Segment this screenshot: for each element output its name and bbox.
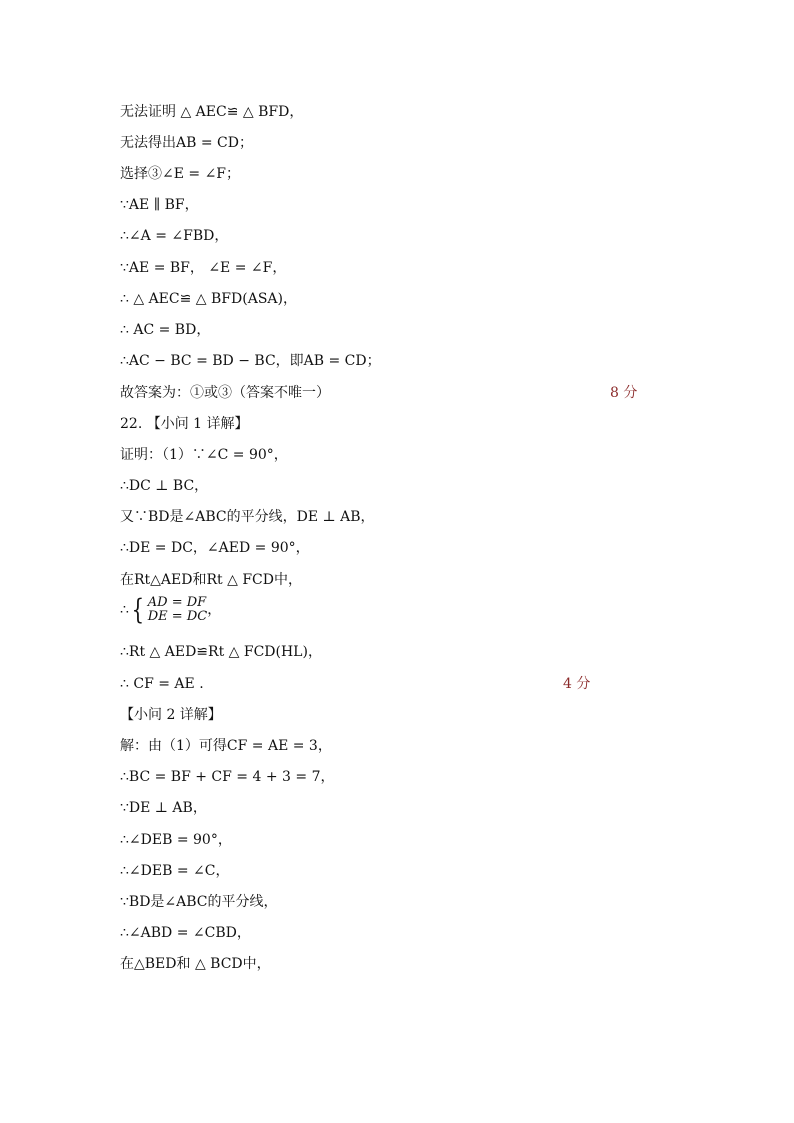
text-line: 无法得出AB = CD；	[120, 135, 253, 151]
text-line: 选择③∠E = ∠F；	[120, 166, 241, 182]
text-line: ∴DE = DC，∠AED = 90°，	[120, 540, 310, 556]
text-line: ∴∠DEB = ∠C，	[120, 863, 230, 879]
text-line: ∴DC ⊥ BC，	[120, 478, 209, 494]
section-heading-2: 【小问 2 详解】	[120, 707, 222, 723]
text-line: ∴∠ABD = ∠CBD，	[120, 925, 251, 941]
system-prefix: ∴	[120, 602, 129, 618]
equation-system	[120, 593, 222, 630]
text-line: 在△BED和 △ BCD中，	[120, 956, 271, 972]
system-rows	[148, 596, 207, 624]
system-group	[120, 593, 222, 626]
text-line: 解：由（1）可得CF = AE = 3，	[120, 738, 332, 754]
text-line: ∴AC − BC = BD − BC，即AB = CD；	[120, 353, 381, 369]
text-line: ∴∠A = ∠FBD，	[120, 228, 229, 244]
text-line: 又∵BD是∠ABC的平分线，DE ⊥ AB，	[120, 509, 375, 525]
system-row-1: AD = DF	[147, 595, 207, 610]
score-label-2: 4 分	[563, 676, 591, 692]
text-line: ∴ AC = BD，	[120, 322, 211, 338]
text-line: 证明：（1）∵∠C = 90°，	[120, 447, 288, 463]
text-line: ∴∠DEB = 90°，	[120, 832, 232, 848]
text-line: 故答案为：①或③（答案不唯一）	[120, 385, 330, 401]
text-line: ∵DE ⊥ AB，	[120, 800, 207, 816]
system-suffix: ，	[207, 602, 222, 618]
section-heading-1: 22. 【小问 1 详解】	[120, 416, 249, 432]
text-line: ∵AE ∥ BF，	[120, 197, 199, 213]
text-line: ∴BC = BF + CF = 4 + 3 = 7，	[120, 769, 335, 785]
system-row-2: DE = DC	[147, 609, 208, 624]
text-line: 在Rt△AED和Rt △ FCD中，	[120, 572, 302, 588]
text-line: ∵BD是∠ABC的平分线，	[120, 894, 278, 910]
text-line: ∴ △ AEC≌ △ BFD(ASA)，	[120, 291, 297, 307]
text-line: ∴ CF = AE .	[120, 676, 204, 692]
score-label-1: 8 分	[610, 385, 638, 401]
text-line: 无法证明 △ AEC≌ △ BFD，	[120, 104, 304, 120]
brace-symbol: {	[131, 593, 145, 626]
text-line: ∴Rt △ AED≌Rt △ FCD(HL)，	[120, 644, 322, 660]
text-line: ∵AE = BF， ∠E = ∠F，	[120, 260, 287, 276]
